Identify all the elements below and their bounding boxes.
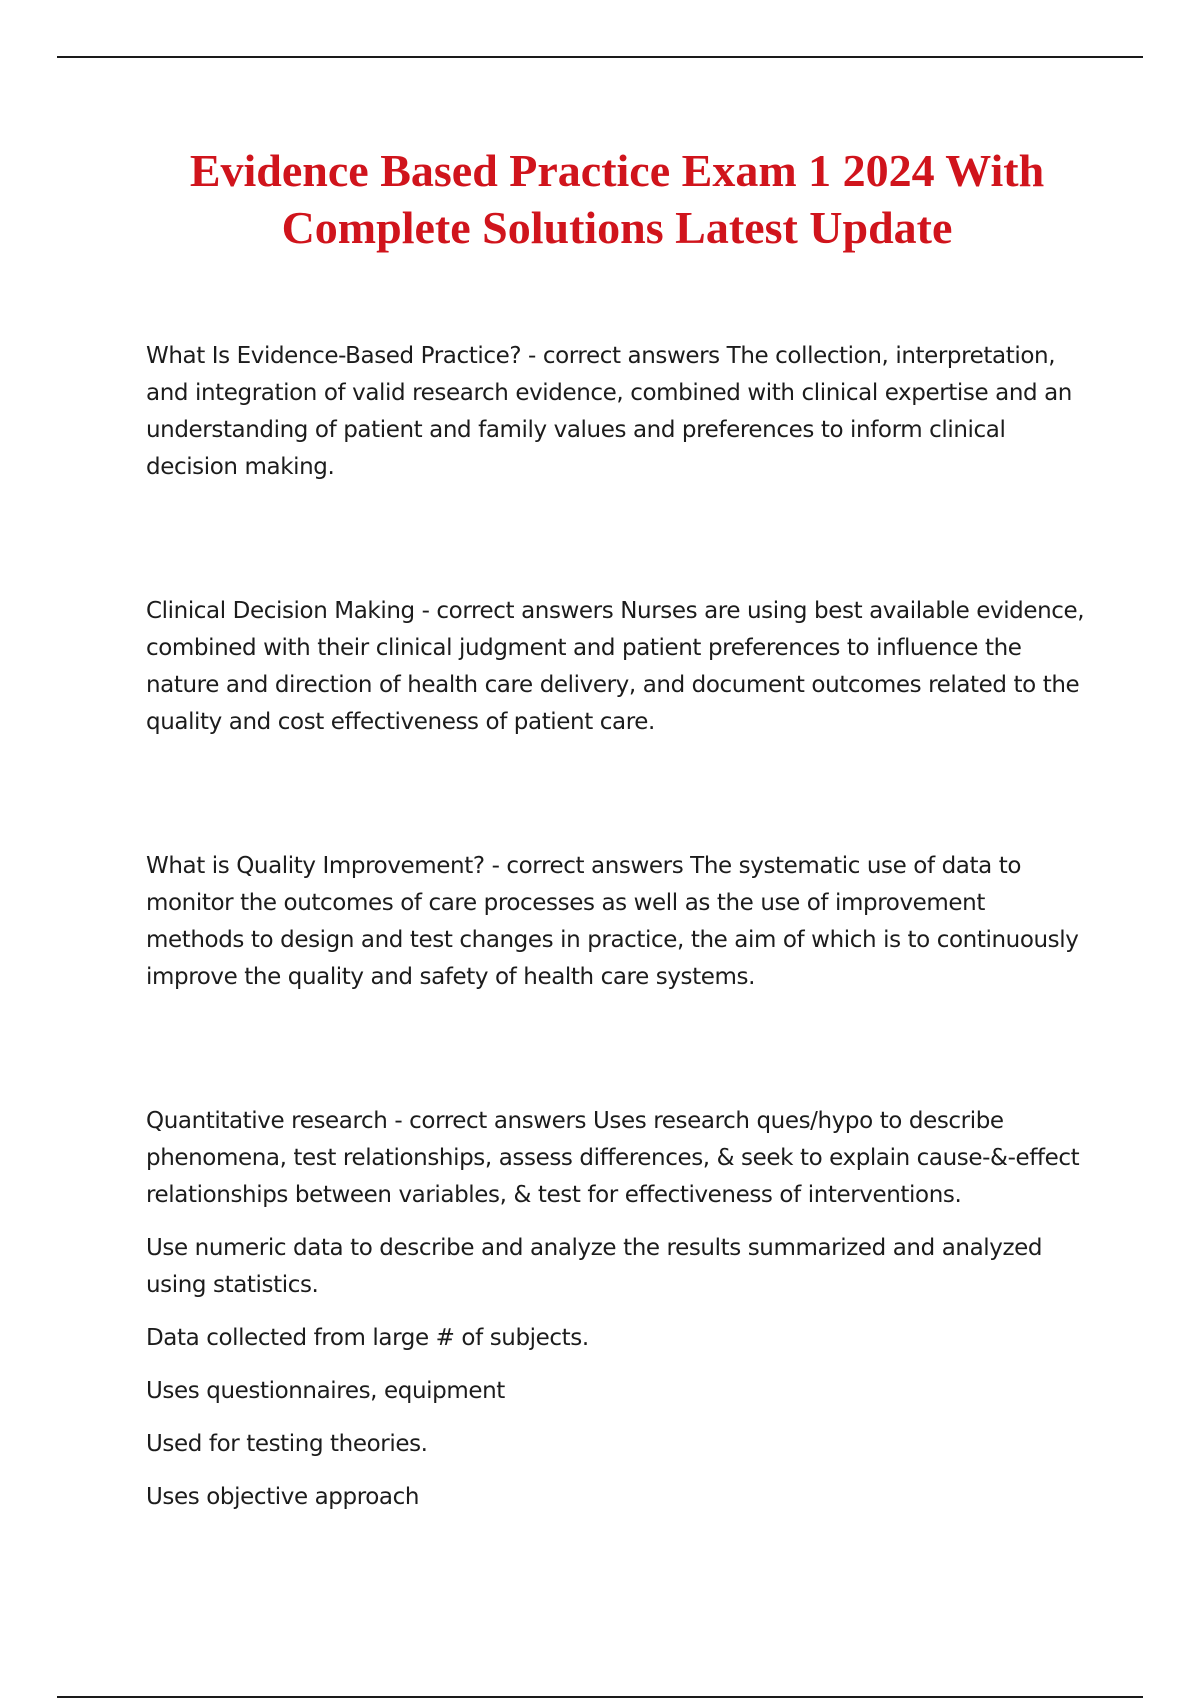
top-rule <box>57 56 1143 58</box>
detail-line: Used for testing theories. <box>146 1431 428 1457</box>
qa-entry-details <box>146 1230 1086 1516</box>
qa-entry-text: What Is Evidence-Based Practice? - correct answers The collection, interpretation, and integration of valid research evidence, combined with clinical expertise and an understanding of patient and family values and preferences to inform clinical decision making. <box>146 343 1072 480</box>
qa-entry-text: Quantitative research - correct answers Uses research ques/hypo to describe phenomena, test relationships, assess differences, & seek to explain cause-&-effect relationships between variables, & test for effectiveness of interventions. <box>146 1108 1080 1208</box>
qa-entry-text: What is Quality Improvement? - correct answers The systematic use of data to monitor the outcomes of care processes as well as the use of improvement methods to design and test changes in practice, the aim of which is to continuously improve the quality and safety of health care systems. <box>146 853 1079 990</box>
bottom-rule <box>57 1696 1143 1698</box>
detail-line: Data collected from large # of subjects. <box>146 1325 589 1351</box>
detail-line: Use numeric data to describe and analyze the results summarized and analyzed using statistics. <box>146 1235 1043 1298</box>
qa-entry-clinical-decision-making <box>146 593 1086 741</box>
document-body <box>146 338 1086 1623</box>
document-title: Evidence Based Practice Exam 1 2024 With Complete Solutions Latest Update <box>189 145 1045 253</box>
qa-entry-quality-improvement <box>146 848 1086 996</box>
detail-line: Uses objective approach <box>146 1484 420 1510</box>
qa-entry-text: Clinical Decision Making - correct answers Nurses are using best available evidence, combined with their clinical judgment and patient preferences to influence the nature and direction of health care delivery, and document outcomes related to the quality and cost effectiveness of patient care. <box>146 598 1085 735</box>
detail-line: Uses questionnaires, equipment <box>146 1378 505 1404</box>
qa-entry-quantitative-research <box>146 1103 1086 1516</box>
qa-entry-evidence-based-practice <box>146 338 1086 486</box>
